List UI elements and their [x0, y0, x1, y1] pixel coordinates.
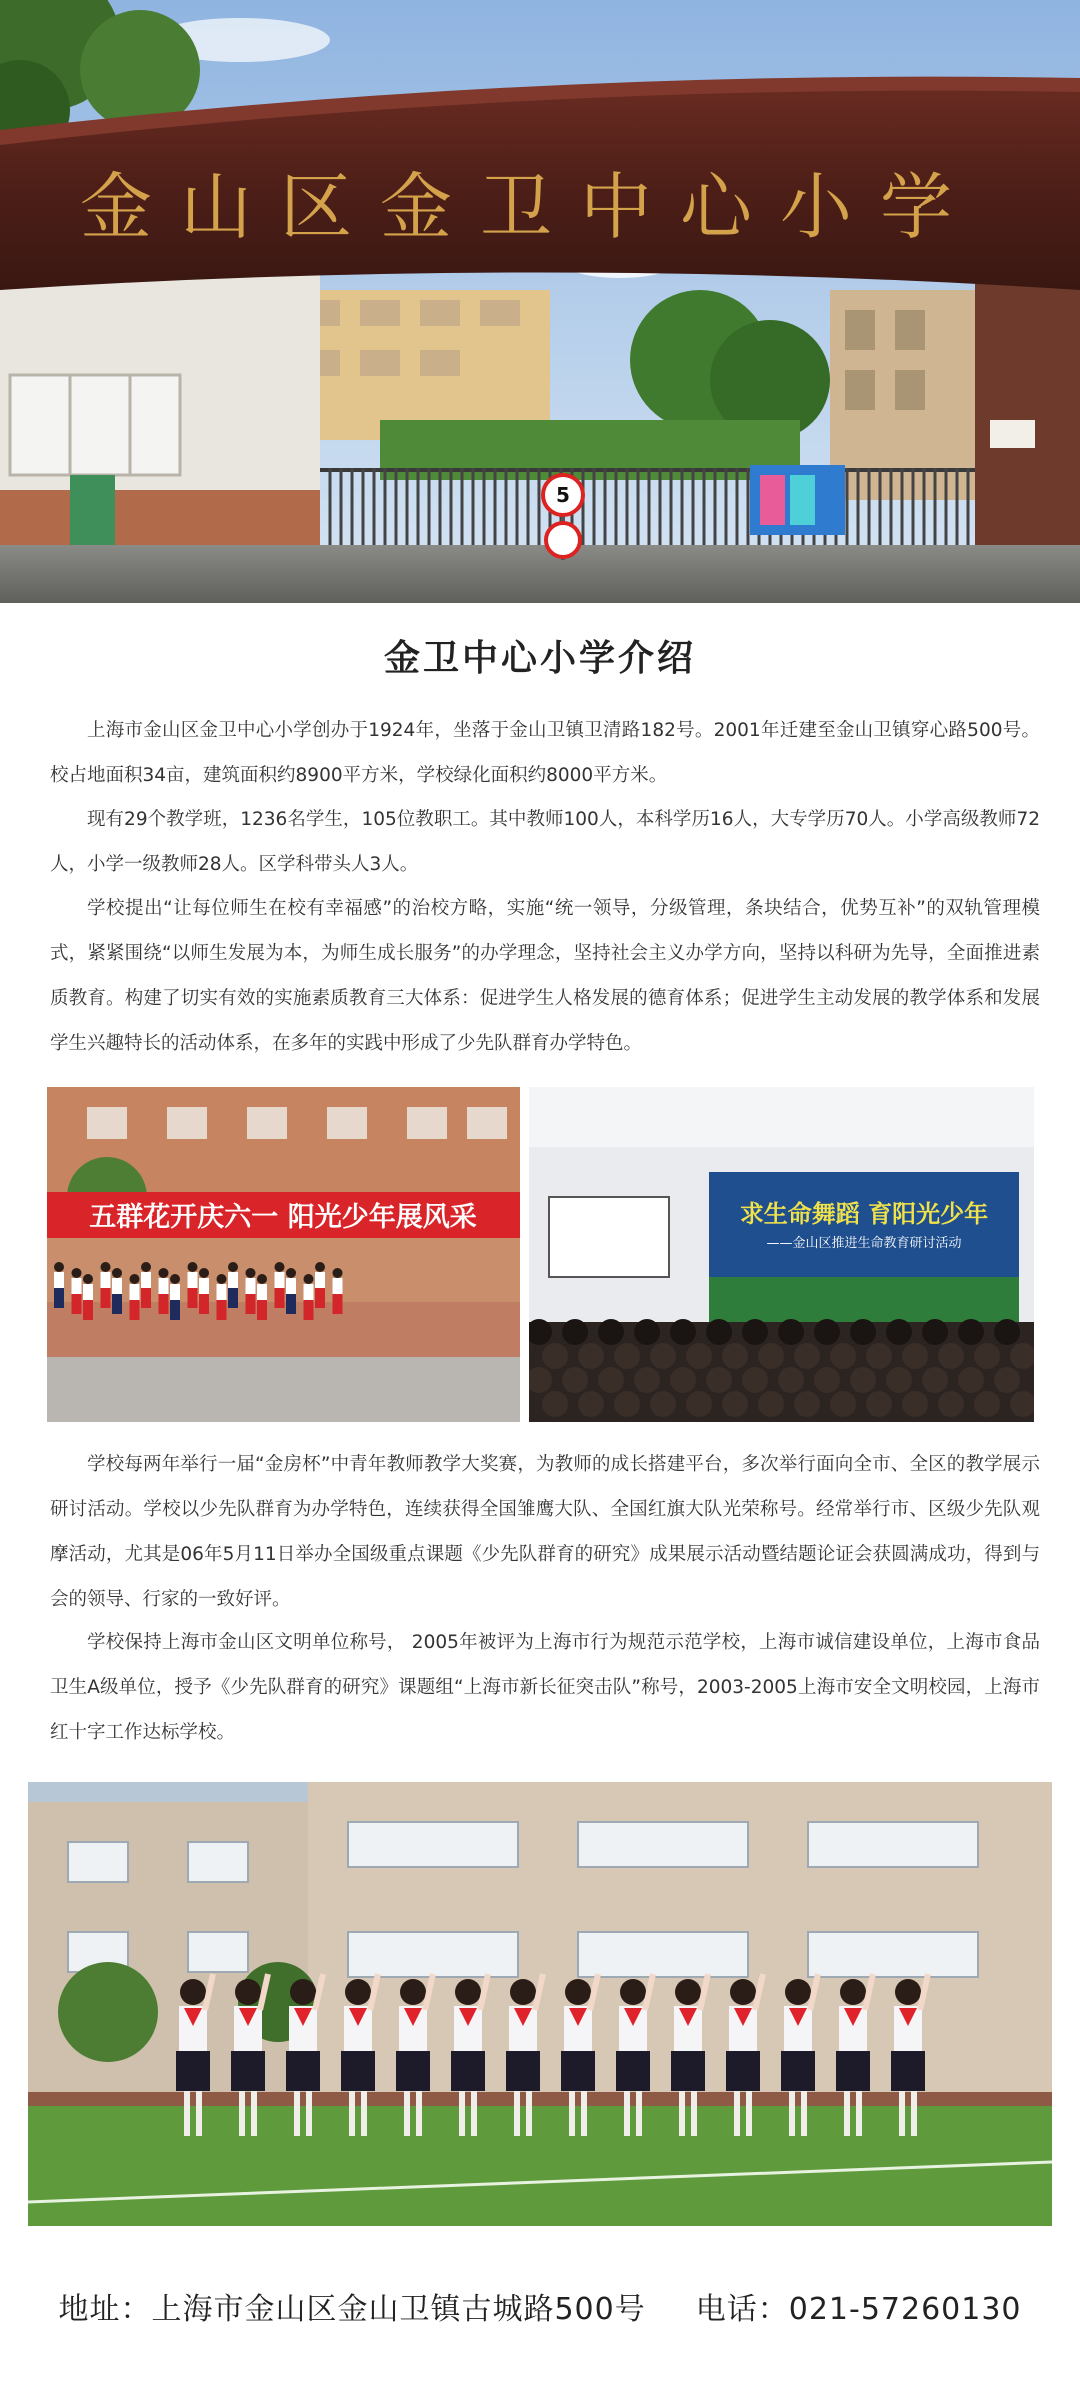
intro-paragraph-history: 上海市金山区金卫中心小学创办于1924年，坐落于金山卫镇卫清路182号。2001年迁建至金山卫镇穿心路500号。校占地面积34亩，建筑面积约8900平方米，学校绿化面积约8000平方米。 — [50, 720, 1040, 786]
seminar-screen-title: 求生命舞蹈 育阳光少年 — [739, 1200, 989, 1228]
performance-banner-text: 五群花开庆六一 阳光少年展风采 — [89, 1202, 477, 1233]
photo-children-day-performance — [47, 1087, 520, 1422]
address-text: 地址：上海市金山区金山卫镇古城路500号 — [58, 2292, 646, 2327]
intro-paragraph-philosophy: 学校提出“让每位师生在校有幸福感”的治校方略，实施“统一领导，分级管理，条块结合，优势互补”的双轨管理模式，紧紧围绕“以师生发展为本，为师生成长服务”的办学理念，坚持社会主义办学方向，坚持以科研为先导，全面推进素质教育。构建了切实有效的实施素质教育三大体系：促进学生人格发展的德育体系；促进学生主动发展的教学体系和发展学生兴趣特长的活动体系，在多年的实践中形成了少先队群育办学特色。 — [50, 898, 1040, 1054]
speed-limit-sign: 5 — [556, 483, 570, 507]
gate-sign-text: 金山区金卫中心小学 — [79, 165, 981, 249]
page-title: 金卫中心小学介绍 — [383, 638, 696, 679]
phone-text: 电话：021-57260130 — [695, 2292, 1022, 2327]
contact-footer — [0, 2284, 1080, 2328]
photo-young-pioneers-salute — [28, 1782, 1052, 2226]
seminar-screen-subtitle: ——金山区推进生命教育研讨活动 — [766, 1236, 962, 1251]
intro-paragraph-staff: 现有29个教学班，1236名学生，105位教职工。其中教师100人，本科学历16人，大专学历70人。小学高级教师72人，小学一级教师28人。区学科带头人3人。 — [50, 809, 1040, 875]
photo-seminar-event — [529, 1087, 1034, 1422]
intro-paragraph-activities: 学校每两年举行一届“金房杯”中青年教师教学大奖赛，为教师的成长搭建平台，多次举行面向全市、全区的教学展示研讨活动。学校以少先队群育为办学特色，连续获得全国雏鹰大队、全国红旗大队光荣称号。经常举行市、区级少先队观摩活动，尤其是06年5月11日举办全国级重点课题《少先队群育的研究》成果展示活动暨结题论证会获圆满成功，得到与会的领导、行家的一致好评。 — [50, 1454, 1040, 1610]
hero-photo-school-gate — [0, 0, 1080, 603]
intro-paragraph-honors: 学校保持上海市金山区文明单位称号， 2005年被评为上海市行为规范示范学校，上海市诚信建设单位，上海市食品卫生A级单位，授予《少先队群育的研究》课题组“上海市新长征突击队”称号，2003-2005上海市安全文明校园，上海市红十字工作达标学校。 — [50, 1632, 1040, 1743]
